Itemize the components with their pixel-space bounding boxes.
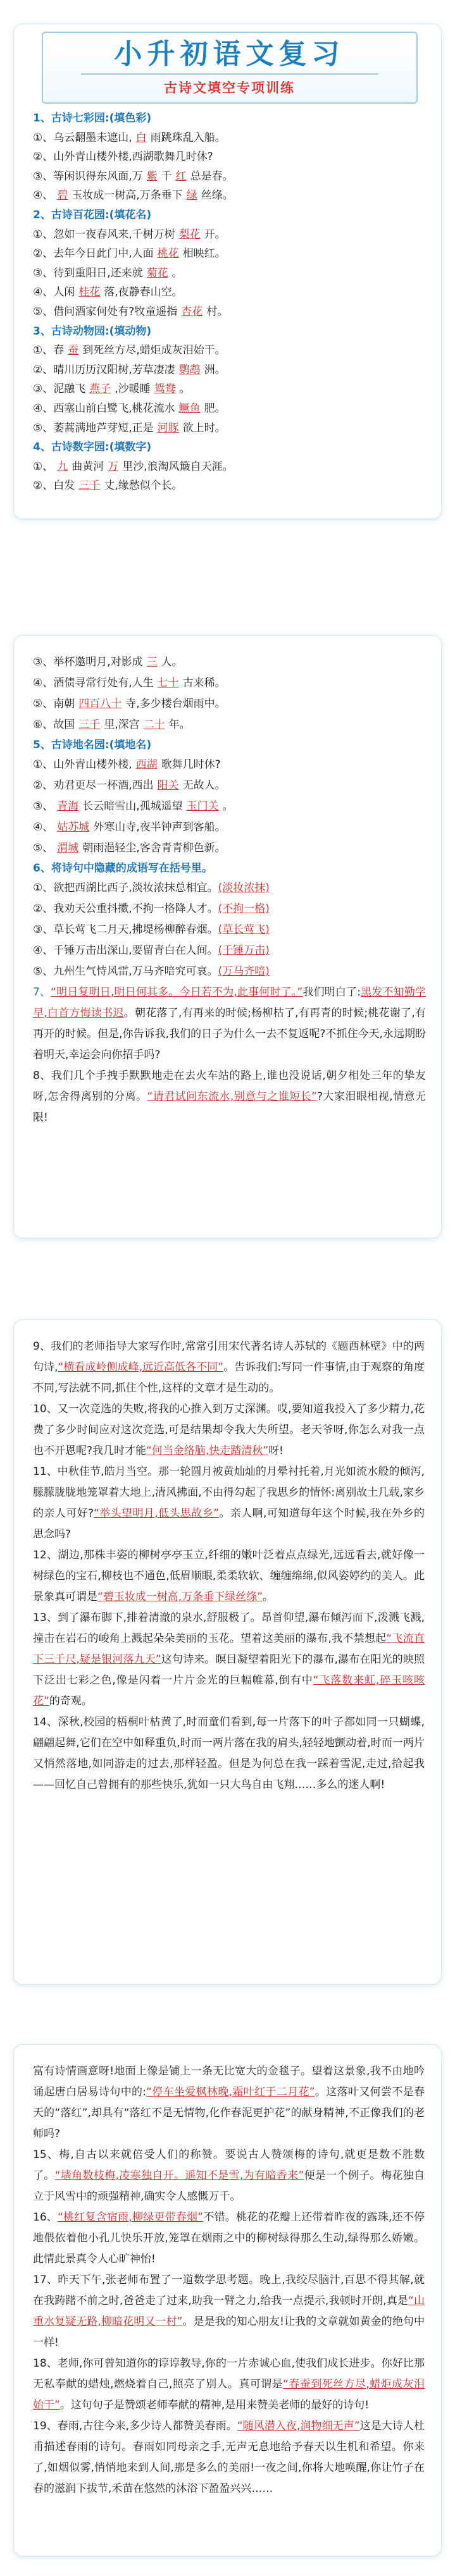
section-heading: 4、古诗数字园:(填数字) (33, 441, 152, 454)
poem-line: ①、乌云翻墨未遮山, 白 雨跳珠乱入船。 (33, 131, 226, 144)
poem-line: ⑤、 渭城 朝雨浥轻尘,客舍青青柳色新。 (33, 842, 226, 854)
idiom-line: ①、欲把西湖比西子,淡妆浓抹总相宜。(淡妆浓抹) (33, 882, 270, 894)
poem-line: ①、 九 曲黄河 万 里沙,浪淘风簸自天涯。 (33, 460, 234, 473)
answer-blank: 姑苏城 (57, 821, 90, 834)
answer-blank: 渭城 (57, 842, 79, 854)
poem-line: ③、泥融飞 燕子 ,沙暖睡 鸳鸯 。 (33, 383, 190, 396)
poem-line: ②、去年今日此门中,人面 桃花 相映红。 (33, 247, 226, 261)
answer-blank: 四百八十 (78, 698, 122, 710)
card-part-2 (14, 636, 441, 1238)
answer-blank: 玉门关 (186, 800, 219, 813)
answer-blank: 三千 (78, 479, 101, 493)
answer-blank: 鳜鱼 (178, 402, 201, 415)
poem-line: ③、举杯邀明月,对影成 三 人。 (33, 656, 183, 669)
answer-blank: 杏花 (181, 305, 203, 318)
paragraph-12: 12、湖边,那株丰姿的柳树亭亭玉立,纤细的嫩叶泛着点点绿光,远远看去,就好像一树绿色的宝石,柳枝也不通色,低眉顺眼,柔柔软软、缠缠绵绵,似风姿婷约的美人。此景象真可谓是“碧玉妆成一树高,万条垂下绿丝绦”。 (33, 1549, 425, 1603)
answer-blank: 菊花 (146, 266, 168, 280)
paragraph-14: 14、深秋,校园的梧桐叶枯黄了,时而童们看到,每一片落下的叶子都如同一只蝴蝶,翩翩起舞,它们在空中如释重负,时而一两片落在我的肩头,轻轻地颤动着,时而一两片又悄然落地,如同游走的过去,那样轻盈。但是为何总在我一踩着雪泥,走过,拾起我——回忆自己曾拥有的那些快乐,犹如一只大鸟自由飞翔……多么的迷人啊! (33, 1716, 425, 1791)
poem-line: ⑥、故国 三千 里,深宫 二十 年。 (33, 718, 190, 731)
idiom-line: ③、草长莺飞二月天,拂堤杨柳醉春烟。(草长莺飞) (33, 923, 270, 936)
paragraph-10: 10、又一次竞选的失败,将我的心推入到万丈深渊。哎,要知道我投入了多少精力,花费了多少时间应对这次竞选,可是结果却令我大失所望。老天爷呀,你怎么对我一点也不开恩呢?我几时才能“何当金络脑,快走踏清秋”呀! (33, 1403, 425, 1457)
answer-blank: 九 (57, 460, 68, 473)
answer-blank: 碧 (57, 189, 68, 202)
paragraph-7: 7、“明日复明日,明日何其多。今日若不为,此事何时了。”我们明白了:黑发不知勤学早,白首方悔读书迟。朝花落了,有再来的时候;杨柳枯了,有再青的时候;桃花谢了,有再开的时候。但是,你告诉我,我们的日子为什么一去不复返呢?不抓住今天,永远期盼着明天,幸运会向你招手吗? (33, 986, 427, 1061)
poem-line: ⑤、萎蒿满地芦芽短,正是 河豚 欲上时。 (33, 421, 226, 434)
poem-line: ④、人闲 桂花 落,夜静春山空。 (33, 286, 183, 299)
answer-blank: 梨花 (178, 228, 201, 241)
idiom-line: ②、我劝天公重抖擞,不拘一格降人才。(不拘一格) (33, 903, 270, 915)
poem-line: ①、春 蚕 到死丝方尽,蜡炬成灰泪始干。 (33, 344, 226, 357)
poem-line: ②、白发 三千 丈,缘愁似个长。 (33, 479, 183, 493)
answer-blank: 蚕 (68, 344, 79, 357)
answer-blank: 鸳鸯 (154, 383, 176, 396)
answer-blank: 桃花 (157, 247, 179, 261)
paragraph-11: 11、中秋佳节,皓月当空。那一轮圆月被黄灿灿的月晕衬托着,月光如流水般的倾泻,朦朦胧胧地笼罩着大地上,清风拂面,不由得勾起了我思乡的情怀:离别故土几载,家乡的亲人可好?“举头望明月,低头思故乡”。亲人啊,可知道每年这个时候,我在外乡的思念吗? (33, 1465, 425, 1541)
title-box (42, 32, 418, 104)
answer-blank: 鹦鹉 (178, 363, 201, 376)
answer-blank: 红 (175, 169, 187, 183)
poem-line: ①、忽如一夜春风来,千树万树 梨花 开。 (33, 228, 226, 241)
answer-blank: 绿 (186, 189, 197, 202)
paragraph-17: 17、昨天下午,张老师布置了一道数学思考题。晚上,我绞尽脑汁,百思不得其解,就在我踌躇不前之时,爸爸走了过来,助我一臂之力,给我一点提示,我顿时开朗,真是“山重水复疑无路,柳暗花明又一村”。是是我的知心朋友!让我的文章就如黄金的绝句中一样! (33, 2274, 425, 2349)
answer-blank: 万 (108, 460, 119, 473)
paragraph-19: 19、春雨,古往今来,多少诗人都赞美春雨。“随风潜入夜,润物细无声”这是大诗人杜甫描述春雨的诗句。春雨如同母亲之手,无声无息地给予春天以生机和希望。你来了,如烟似雾,悄悄地来到人间,那是多么的美丽!一夜之间,你将大地唤醒,你让竹子在春的滋润下拔节,禾苗在悠然的沐浴下盈盈兴兴…… (33, 2420, 425, 2495)
poem-line: ②、劝君更尽一杯酒,西出 阳关 无故人。 (33, 779, 226, 792)
answer-blank: 二十 (143, 718, 165, 731)
page-title: 小升初语文复习 (114, 38, 345, 70)
answer-blank: 七十 (157, 677, 179, 689)
answer-blank: 燕子 (89, 383, 111, 396)
answer-blank: 阳关 (157, 779, 179, 792)
answer-blank: 河豚 (157, 421, 179, 434)
answer-blank: 三千 (78, 718, 101, 731)
poem-line: ④、酒债寻常行处有,人生 七十 古来稀。 (33, 677, 226, 689)
poem-line: ②、山外青山楼外楼,西湖歌舞几时休? (33, 151, 213, 164)
answer-blank: 紫 (146, 169, 158, 183)
poem-line: ⑤、借问酒家何处有?牧童遥指 杏花 村。 (33, 305, 228, 318)
poem-line: ④、 姑苏城 外寒山寺,夜半钟声到客船。 (33, 821, 226, 834)
idiom-answer: (草长莺飞) (218, 923, 270, 936)
idiom-answer: (不拘一格) (218, 903, 270, 915)
paragraph-13: 13、到了瀑布脚下,排着清澈的泉水,舒服极了。昂首仰望,瀑布倾泻而下,泼溅飞溅,撞击在岩石的峻角上溅起朵朵美丽的玉花。望着这美丽的瀑布,我不禁想起“飞流直下三千尺,疑是银河落九天”这句诗来。瞑目凝望着阳光下的瀑布,瀑布在阳光的映照下泛出七彩之色,像是闪着一片片金光的巨幅帷幕,倒有中“飞落数来虹,碎玉咳咳花”的奇观。 (33, 1612, 425, 1708)
poem-line: ④、西塞山前白鹭飞,桃花流水 鳜鱼 肥。 (33, 402, 226, 415)
section-heading: 6、将诗句中隐藏的成语写在括号里。 (33, 862, 213, 875)
paragraph-16: 16、“桃红复含宿雨,柳绿更带春烟”不错。桃花的花瓣上还带着昨夜的露珠,还不停地偎依着他小孔儿快乐开放,笼罩在烟雨之中的柳树绿得那么生动,绿得那么娇嫩。此情此景真令人心旷神怡! (33, 2211, 425, 2265)
answer-blank: 白 (135, 131, 147, 144)
answer-blank: 西湖 (135, 758, 158, 771)
idiom-line: ④、千锤万击出深山,要留青白在人间。(千锤万击) (33, 944, 270, 957)
paragraph-8: 8、我们几个手拽手默默地走在去火车站的路上,谁也没说话,朝夕相处三年的挚友呀,怎舍得离别的分离。“请君试问东流水,别意与之谁短长”?大家泪眼相视,情意无限! (33, 1069, 426, 1124)
poem-line: ③、待到重阳日,还来就 菊花 。 (33, 266, 183, 280)
section-heading: 5、古诗地名园:(填地名) (33, 739, 152, 751)
paragraph-14-cont: 富有诗情画意呀!地面上像是铺上一条无比宽大的金毯子。望着这景象,我不由地吟诵起唐白居易诗句中的:“停车坐爱枫林晚,霜叶红于二月花”。这落叶又何尝不是春天的“落红”,却具有“落红不是无情物,化作春泥更护花”的献身精神,不正像我们的老师吗? (33, 2065, 425, 2140)
poem-line: ①、山外青山楼外楼, 西湖 歌舞几时休? (33, 758, 221, 771)
answer-blank: 青海 (57, 800, 79, 813)
paragraph-9: 9、我们的老师指导大家写作时,常常引用宋代著名诗人苏轼的《题西林壁》中的两句诗,“横看成岭侧成峰,远近高低各不同”。告诉我们:写同一件事情,由于观察的角度不同,写法就不同,抓住个性,这样的文章才是生动的。 (33, 1340, 425, 1395)
section-heading: 1、古诗七彩园:(填色彩) (33, 112, 152, 125)
poem-line: ④、 碧 玉妆成一树高,万条垂下 绿 丝绦。 (33, 189, 234, 202)
section-heading: 3、古诗动物园:(填动物) (33, 324, 152, 338)
card-part-4 (14, 2045, 441, 2556)
page-subtitle: 古诗文填空专项训练 (164, 80, 295, 96)
card-part-3 (14, 1320, 441, 1984)
paragraph-15: 15、梅,自古以来就倍受人们的称赞。要说古人赞颂梅的诗句,就更是数不胜数了。“墙角数枝梅,凌寒独自开。遥知不是雪,为有暗香来”便是一个例子。梅花独自立于风雪中的顽强精神,确实令人感慨万千。 (33, 2148, 425, 2203)
idiom-answer: (淡妆浓抹) (218, 882, 270, 894)
paragraph-18: 18、老师,你可曾知道你的谆谆教导,你的一片赤诚心血,使我们成长进步。你好比那无私奉献的蜡烛,燃烧着自己,照亮了别人。真可谓是“春蚕到死丝方尽,蜡炬成灰泪始干”。这句句子是赞颂老师奉献的精神,是用来赞美老师的最好的诗句! (33, 2357, 425, 2412)
poem-line: ③、 青海 长云暗雪山,孤城遥望 玉门关 。 (33, 800, 234, 813)
idiom-answer: (千锤万击) (218, 944, 270, 957)
section-heading: 2、古诗百花园:(填花名) (33, 208, 152, 221)
poem-line: ⑤、南朝 四百八十 寺,多少楼台烟雨中。 (33, 698, 226, 710)
poem-line: ③、等闲识得东风面,万 紫 千 红 总是春。 (33, 169, 234, 183)
poem-line: ②、晴川历历汉阳树,芳草凄凄 鹦鹉 洲。 (33, 363, 226, 376)
answer-blank: 三 (146, 656, 158, 669)
idiom-line: ⑤、九州生气恃风雷,万马齐喑究可哀。(万马齐喑) (33, 965, 270, 978)
card-part-1 (14, 24, 441, 519)
answer-blank: 桂花 (78, 286, 101, 299)
idiom-answer: (万马齐喑) (218, 965, 270, 978)
